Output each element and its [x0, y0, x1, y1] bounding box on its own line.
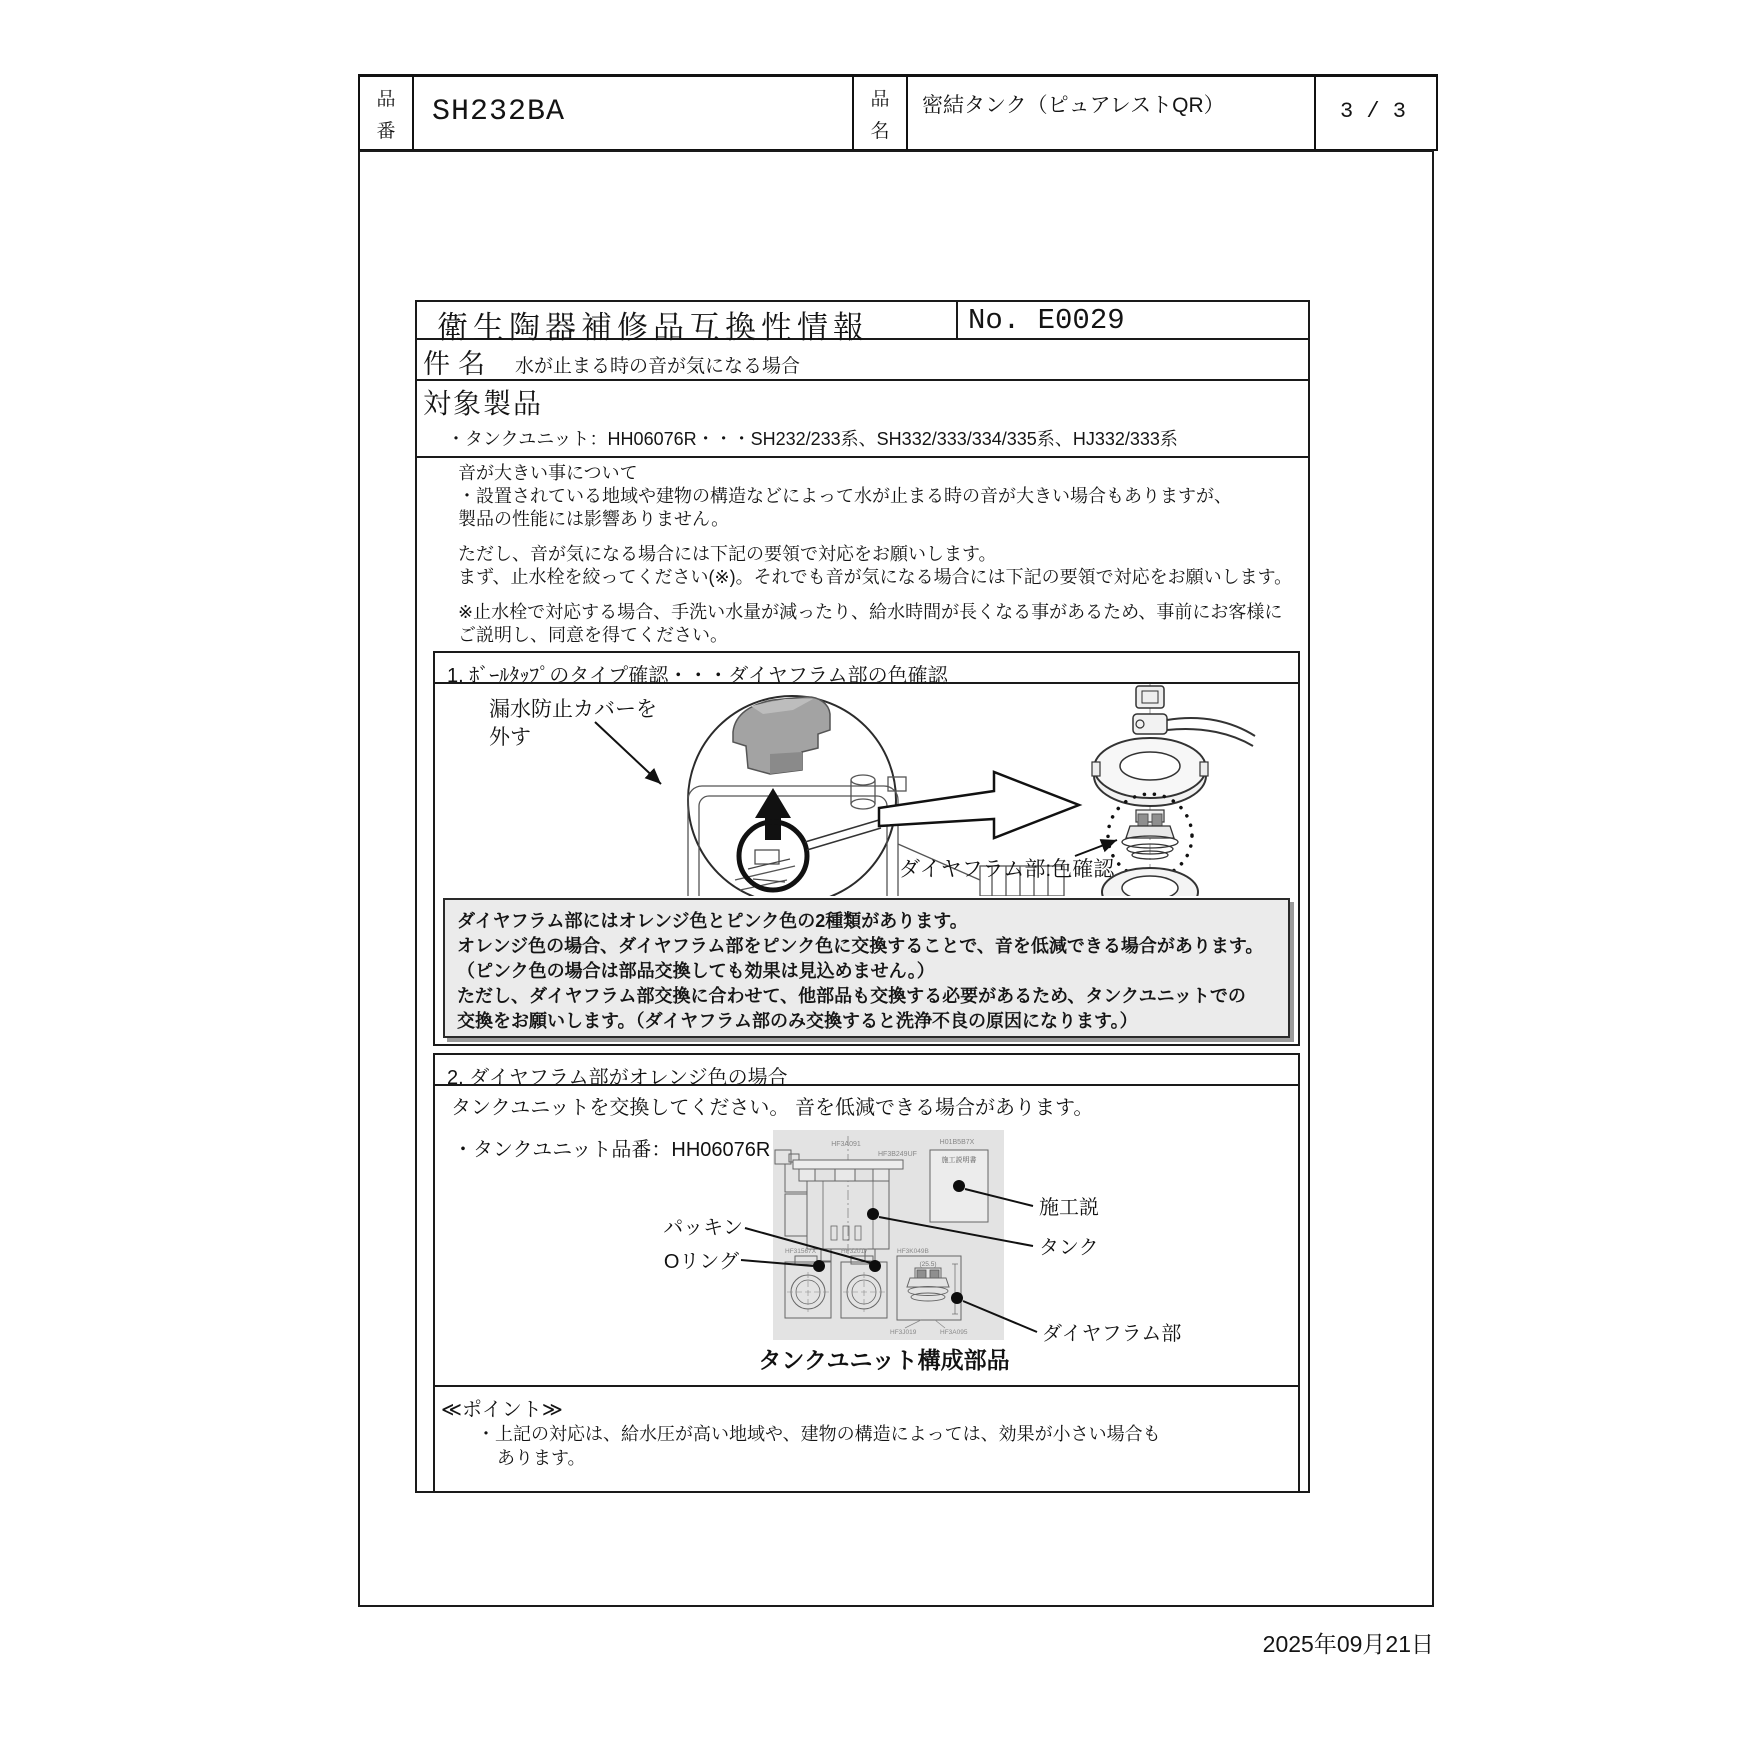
- point-line: あります。: [497, 1448, 586, 1468]
- cover-label-line2: 外す: [489, 726, 531, 749]
- intro-line: 音が大きい事について: [458, 463, 638, 483]
- intro-line: ただし、音が気になる場合には下記の要領で対応をお願いします。: [458, 544, 997, 564]
- section1-heading: 1. ﾎﾞｰﾙﾀｯﾌﾟのタイプ確認・・・ダイヤフラム部の色確認: [435, 653, 1298, 684]
- intro-paragraphs: [458, 462, 1292, 647]
- subject-label: 件名: [423, 349, 493, 379]
- part-no-label-char: 番: [376, 120, 396, 142]
- header-divider: [906, 77, 908, 149]
- point-line: ・上記の対応は、給水圧が高い地域や、建物の構造によっては、効果が小さい場合も: [477, 1424, 1161, 1444]
- leak-cover-shape: [733, 697, 830, 774]
- product-name-value: 密結タンク（ピュアレストQR）: [922, 94, 1225, 117]
- target-products-row: [415, 381, 1310, 458]
- diaphragm-part-label: ダイヤフラム部: [1042, 1323, 1182, 1345]
- subject-text: 水が止まる時の音が気になる場合: [515, 356, 801, 377]
- part-code: HF3A095: [940, 1329, 968, 1336]
- pointer-arrow-shape: [879, 772, 1079, 838]
- manual-label: 施工説: [1039, 1197, 1099, 1219]
- diaphragm-check-label: ダイヤフラム部:色確認: [899, 858, 1115, 881]
- part-code: (25.5): [919, 1261, 937, 1268]
- diaphragm-callout-line: [1075, 840, 1117, 856]
- note-line: オレンジ色の場合、ダイヤフラム部をピンク色に交換することで、音を低減できる場合があります。: [457, 936, 1264, 956]
- tank-label: タンク: [1039, 1237, 1099, 1259]
- cover-label-line1: 漏水防止カバーを: [489, 698, 657, 721]
- part-code: HF32017: [841, 1248, 868, 1255]
- page-indicator: 3 / 3: [1339, 99, 1406, 124]
- intro-line: ご説明し、同意を得てください。: [458, 625, 728, 645]
- note-line: ダイヤフラム部にはオレンジ色とピンク色の2種類があります。: [457, 911, 968, 931]
- point-row: [433, 1385, 1300, 1493]
- doc-number-cell: [958, 300, 1310, 340]
- part-code: H01B5B7X: [939, 1139, 975, 1146]
- note-line: ただし、ダイヤフラム部交換に合わせて、他部品も交換する必要があるため、タンクユニットでの: [457, 986, 1246, 1006]
- part-no-label: [360, 77, 412, 149]
- product-name-label-char: 名: [870, 120, 890, 142]
- footer-date: 2025年09月21日: [1262, 1631, 1434, 1657]
- drawing-caption: タンクユニット構成部品: [758, 1347, 1010, 1373]
- manual-sheet-tiny-label: 施工説明書: [941, 1157, 977, 1164]
- intro-line: ・設置されている地域や建物の構造などによって水が止まる時の音が大きい場合もありますが、: [458, 486, 1232, 506]
- cover-callout-line: [595, 722, 661, 784]
- section2-diagram: [435, 1086, 1298, 1383]
- packing-label: パッキン: [663, 1217, 743, 1239]
- balltap-exploded-illustration: [1092, 684, 1255, 896]
- intro-line: 製品の性能には影響ありません。: [458, 509, 730, 529]
- header-table: [358, 74, 1438, 151]
- target-products-line: ・タンクユニット：HH06076R・・・SH232/233系、SH332/333/334/335系、HJ332/333系: [447, 429, 1178, 449]
- product-name-label: [854, 77, 906, 149]
- part-code: HF3J019: [890, 1329, 917, 1336]
- header-divider: [412, 77, 414, 149]
- note-line: 交換をお願いします。（ダイヤフラム部のみ交換すると洗浄不良の原因になります。）: [457, 1011, 1138, 1031]
- product-name-label-char: 品: [870, 88, 890, 110]
- note-line: （ピンク色の場合は部品交換しても効果は見込めません。）: [457, 961, 935, 981]
- intro-line: まず、止水栓を絞ってください(※)。それでも音が気になる場合には下記の要領で対応をお願いします。: [458, 567, 1293, 587]
- section2-body-line: タンクユニットを交換してください。 音を低減できる場合があります。: [451, 1097, 1094, 1119]
- part-number-value: SH232BA: [432, 95, 566, 129]
- doc-number: No. E0029: [968, 304, 1125, 337]
- doc-title: 衛生陶器補修品互換性情報: [437, 310, 869, 345]
- section1-diagram: [435, 684, 1298, 896]
- part-code: HF3K049B: [897, 1248, 929, 1255]
- part-code: HF3A091: [831, 1141, 861, 1148]
- diaphragm-note-box: [443, 898, 1290, 1038]
- part-code: HF3B249UF: [878, 1151, 917, 1158]
- point-heading: ≪ポイント≫: [441, 1399, 563, 1421]
- intro-line: ※止水栓で対応する場合、手洗い水量が減ったり、給水時間が長くなる事があるため、事前にお客様に: [458, 602, 1283, 622]
- section2-heading: 2. ダイヤフラム部がオレンジ色の場合: [435, 1055, 1298, 1086]
- subject-row: [415, 340, 1310, 381]
- target-products-heading: 対象製品: [423, 388, 544, 419]
- doc-title-cell: [415, 300, 958, 345]
- part-code: HF31567X: [785, 1248, 817, 1255]
- section2-part-line: ・タンクユニット品番：HH06076R: [453, 1139, 771, 1161]
- oring-label: Oリング: [663, 1251, 739, 1273]
- part-no-label-char: 品: [376, 88, 396, 110]
